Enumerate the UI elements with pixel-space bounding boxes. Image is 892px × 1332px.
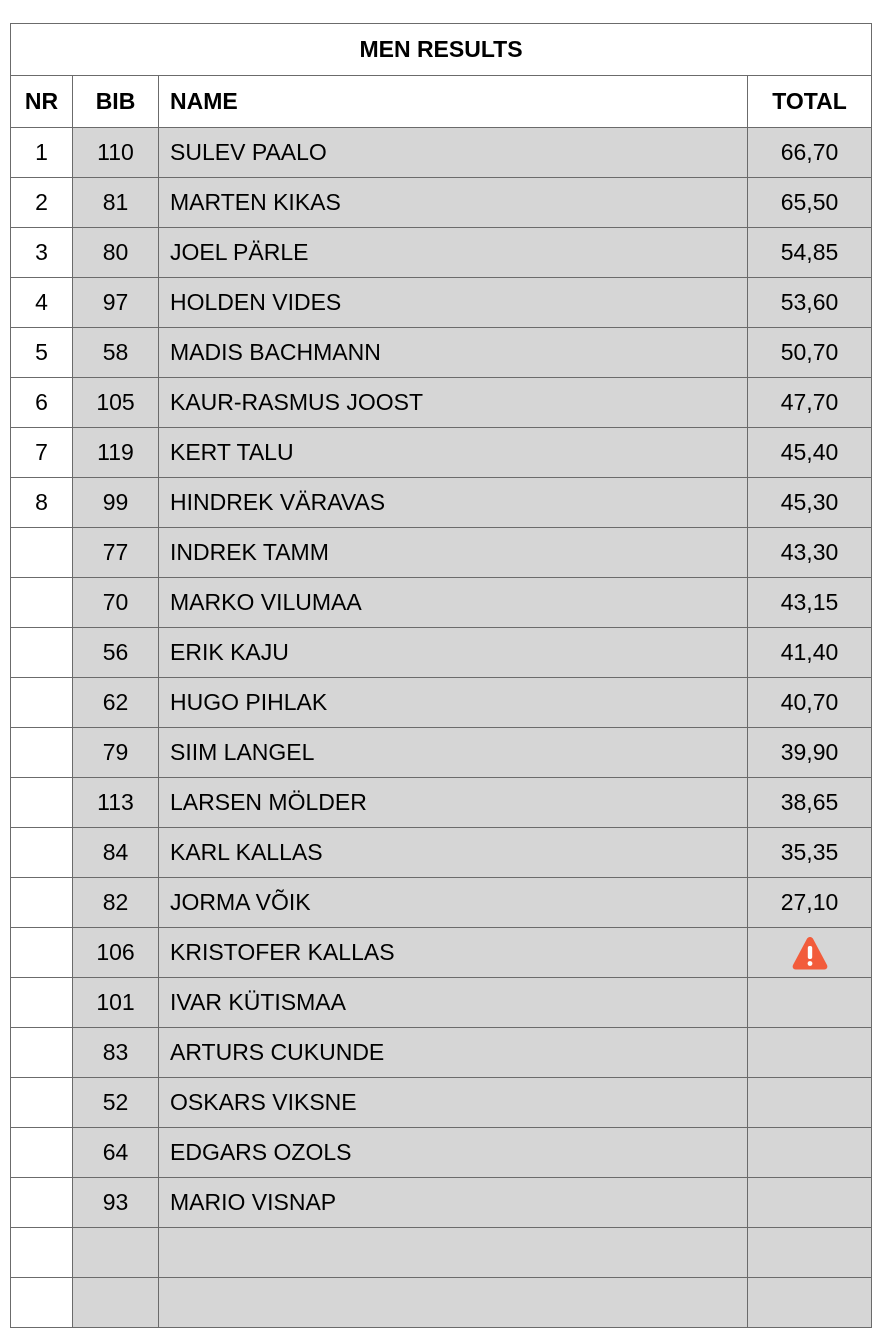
cell-name: JOEL PÄRLE xyxy=(159,228,748,278)
cell-nr: 3 xyxy=(11,228,73,278)
header-row xyxy=(11,76,872,128)
table-row xyxy=(11,128,872,178)
cell-bib: 64 xyxy=(73,1128,159,1178)
table-row xyxy=(11,428,872,478)
cell-name: ERIK KAJU xyxy=(159,628,748,678)
cell-total xyxy=(748,1128,872,1178)
cell-nr xyxy=(11,1128,73,1178)
cell-name: JORMA VÕIK xyxy=(159,878,748,928)
cell-total: 50,70 xyxy=(748,328,872,378)
header-name: NAME xyxy=(159,76,748,128)
cell-name: MARTEN KIKAS xyxy=(159,178,748,228)
cell-total: 43,15 xyxy=(748,578,872,628)
cell-bib: 105 xyxy=(73,378,159,428)
cell-bib: 62 xyxy=(73,678,159,728)
cell-total: 43,30 xyxy=(748,528,872,578)
table-row xyxy=(11,578,872,628)
table-row xyxy=(11,728,872,778)
cell-total: 45,40 xyxy=(748,428,872,478)
cell-total: 38,65 xyxy=(748,778,872,828)
cell-name: MARKO VILUMAA xyxy=(159,578,748,628)
table-row xyxy=(11,1078,872,1128)
cell-bib: 81 xyxy=(73,178,159,228)
cell-total: 47,70 xyxy=(748,378,872,428)
cell-nr xyxy=(11,528,73,578)
header-total: TOTAL xyxy=(748,76,872,128)
cell-total: 41,40 xyxy=(748,628,872,678)
cell-nr: 6 xyxy=(11,378,73,428)
cell-name: IVAR KÜTISMAA xyxy=(159,978,748,1028)
cell-nr xyxy=(11,778,73,828)
table-row xyxy=(11,1278,872,1328)
cell-bib: 97 xyxy=(73,278,159,328)
cell-total: 40,70 xyxy=(748,678,872,728)
cell-bib: 56 xyxy=(73,628,159,678)
warning-icon[interactable] xyxy=(791,935,829,971)
table-row xyxy=(11,1178,872,1228)
cell-nr xyxy=(11,1228,73,1278)
cell-total xyxy=(748,1278,872,1328)
table-row xyxy=(11,778,872,828)
cell-nr: 8 xyxy=(11,478,73,528)
cell-bib: 80 xyxy=(73,228,159,278)
cell-total: 65,50 xyxy=(748,178,872,228)
cell-total: 54,85 xyxy=(748,228,872,278)
cell-nr xyxy=(11,678,73,728)
cell-name: KARL KALLAS xyxy=(159,828,748,878)
cell-total: 66,70 xyxy=(748,128,872,178)
cell-bib xyxy=(73,1228,159,1278)
table-row xyxy=(11,978,872,1028)
cell-nr xyxy=(11,928,73,978)
cell-bib: 77 xyxy=(73,528,159,578)
cell-name: KERT TALU xyxy=(159,428,748,478)
table-row xyxy=(11,628,872,678)
cell-nr xyxy=(11,1278,73,1328)
table-title: MEN RESULTS xyxy=(11,24,872,76)
cell-name: OSKARS VIKSNE xyxy=(159,1078,748,1128)
cell-bib: 82 xyxy=(73,878,159,928)
header-nr: NR xyxy=(11,76,73,128)
cell-name xyxy=(159,1228,748,1278)
cell-total xyxy=(748,1028,872,1078)
cell-name: KAUR-RASMUS JOOST xyxy=(159,378,748,428)
cell-nr xyxy=(11,978,73,1028)
table-row xyxy=(11,278,872,328)
cell-nr xyxy=(11,728,73,778)
cell-total: 53,60 xyxy=(748,278,872,328)
results-body xyxy=(11,128,872,1328)
cell-nr: 2 xyxy=(11,178,73,228)
cell-nr: 4 xyxy=(11,278,73,328)
title-row xyxy=(11,24,872,76)
cell-bib: 58 xyxy=(73,328,159,378)
cell-total: 35,35 xyxy=(748,828,872,878)
cell-bib: 101 xyxy=(73,978,159,1028)
cell-nr: 1 xyxy=(11,128,73,178)
cell-nr xyxy=(11,1078,73,1128)
header-bib: BIB xyxy=(73,76,159,128)
cell-nr xyxy=(11,1178,73,1228)
results-table xyxy=(10,23,872,1328)
cell-name: MADIS BACHMANN xyxy=(159,328,748,378)
cell-name xyxy=(159,1278,748,1328)
cell-total xyxy=(748,1178,872,1228)
cell-name: HOLDEN VIDES xyxy=(159,278,748,328)
cell-name: HUGO PIHLAK xyxy=(159,678,748,728)
cell-bib xyxy=(73,1278,159,1328)
cell-total xyxy=(748,1228,872,1278)
table-row xyxy=(11,378,872,428)
cell-bib: 84 xyxy=(73,828,159,878)
cell-bib: 119 xyxy=(73,428,159,478)
table-row xyxy=(11,178,872,228)
cell-bib: 70 xyxy=(73,578,159,628)
cell-total xyxy=(748,1078,872,1128)
table-row xyxy=(11,878,872,928)
table-row xyxy=(11,528,872,578)
cell-total: 45,30 xyxy=(748,478,872,528)
cell-bib: 79 xyxy=(73,728,159,778)
table-row xyxy=(11,1228,872,1278)
cell-name: SIIM LANGEL xyxy=(159,728,748,778)
cell-nr xyxy=(11,828,73,878)
cell-bib: 83 xyxy=(73,1028,159,1078)
cell-bib: 93 xyxy=(73,1178,159,1228)
cell-total xyxy=(748,978,872,1028)
cell-name: INDREK TAMM xyxy=(159,528,748,578)
cell-name: HINDREK VÄRAVAS xyxy=(159,478,748,528)
table-row xyxy=(11,478,872,528)
cell-nr: 5 xyxy=(11,328,73,378)
table-row xyxy=(11,928,872,978)
cell-total xyxy=(748,928,872,978)
cell-nr: 7 xyxy=(11,428,73,478)
cell-bib: 113 xyxy=(73,778,159,828)
cell-bib: 106 xyxy=(73,928,159,978)
results-container xyxy=(10,23,872,1328)
cell-bib: 52 xyxy=(73,1078,159,1128)
cell-bib: 99 xyxy=(73,478,159,528)
cell-total: 39,90 xyxy=(748,728,872,778)
cell-nr xyxy=(11,628,73,678)
table-row xyxy=(11,828,872,878)
cell-name: SULEV PAALO xyxy=(159,128,748,178)
cell-nr xyxy=(11,1028,73,1078)
cell-name: EDGARS OZOLS xyxy=(159,1128,748,1178)
cell-name: ARTURS CUKUNDE xyxy=(159,1028,748,1078)
table-row xyxy=(11,228,872,278)
cell-name: KRISTOFER KALLAS xyxy=(159,928,748,978)
cell-nr xyxy=(11,578,73,628)
cell-bib: 110 xyxy=(73,128,159,178)
cell-name: LARSEN MÖLDER xyxy=(159,778,748,828)
table-row xyxy=(11,678,872,728)
cell-name: MARIO VISNAP xyxy=(159,1178,748,1228)
table-row xyxy=(11,1128,872,1178)
cell-total: 27,10 xyxy=(748,878,872,928)
table-row xyxy=(11,328,872,378)
table-row xyxy=(11,1028,872,1078)
cell-nr xyxy=(11,878,73,928)
